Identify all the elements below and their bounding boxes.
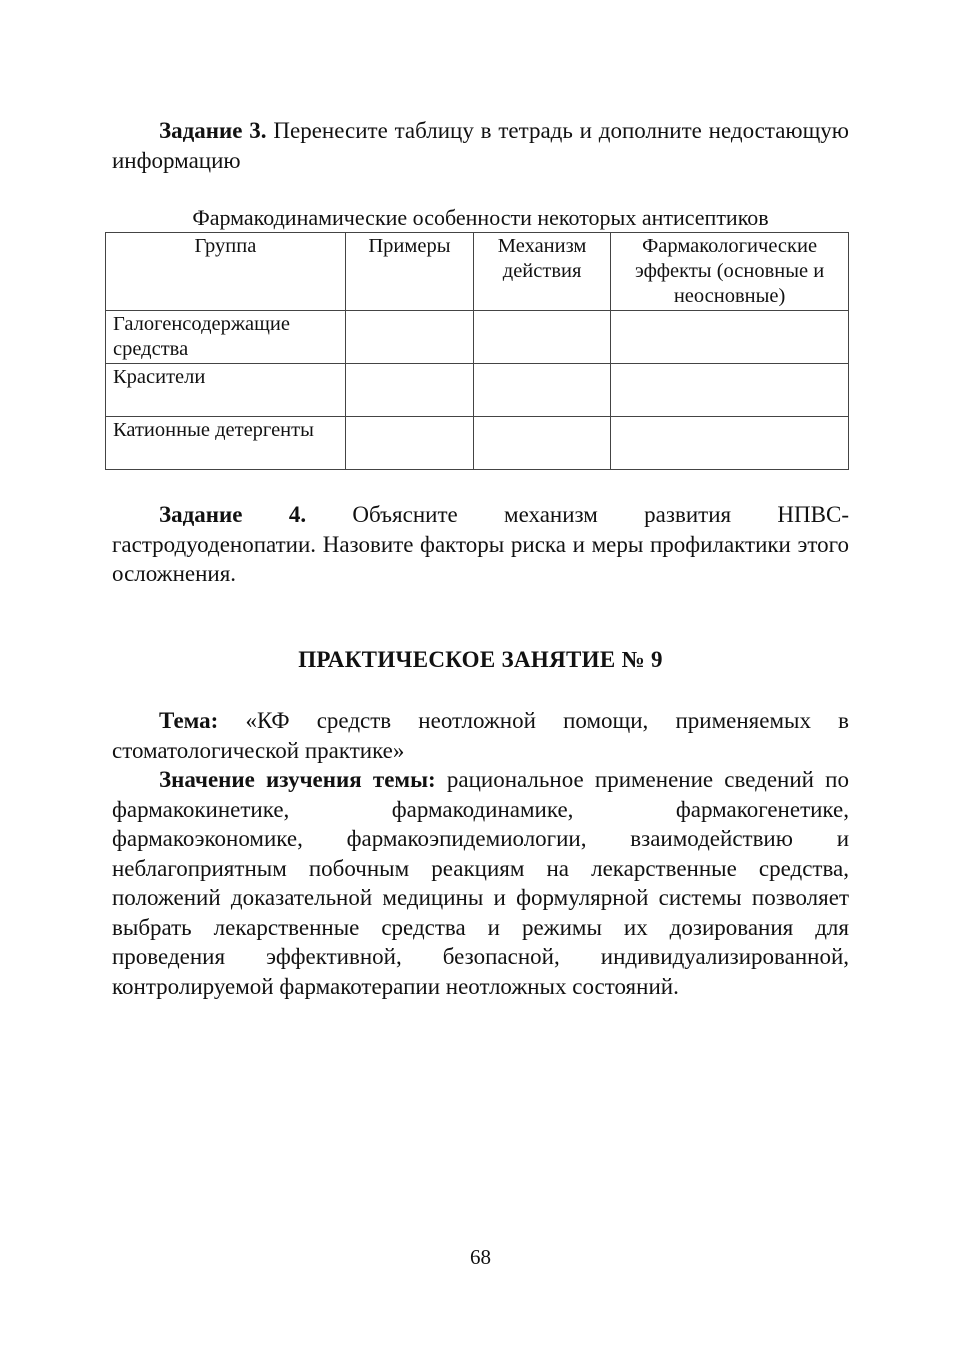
topic-text: «КФ средств неотложной помощи, применяемых в стоматологической практике»	[112, 708, 849, 763]
header-group: Группа	[106, 233, 346, 311]
cell-examples	[345, 364, 473, 417]
antiseptics-table	[105, 232, 849, 470]
page-number: 68	[470, 1245, 491, 1269]
cell-effects	[611, 364, 849, 417]
table-header-row	[106, 233, 849, 311]
cell-effects	[611, 417, 849, 470]
cell-mechanism	[474, 364, 611, 417]
cell-effects	[611, 311, 849, 364]
cell-examples	[345, 311, 473, 364]
table-row	[106, 364, 849, 417]
table-row	[106, 417, 849, 470]
cell-group: Красители	[106, 364, 346, 417]
topic-paragraph	[112, 706, 849, 765]
cell-group: Галогенсодержащие средства	[106, 311, 346, 364]
task-4-paragraph	[112, 500, 849, 589]
topic-label: Тема:	[159, 708, 219, 733]
lesson-heading: ПРАКТИЧЕСКОЕ ЗАНЯТИЕ № 9	[298, 647, 663, 672]
task-4-text: Объясните механизм развития НПВС-гастродуоденопатии. Назовите факторы риска и меры профилактики этого осложнения.	[112, 502, 849, 586]
header-effects: Фармакологические эффекты (основные и неосновные)	[611, 233, 849, 311]
task-3-paragraph	[112, 116, 849, 175]
header-examples: Примеры	[345, 233, 473, 311]
task-3-label: Задание 3.	[159, 118, 267, 143]
header-mechanism: Механизм действия	[474, 233, 611, 311]
table-row	[106, 311, 849, 364]
cell-mechanism	[474, 417, 611, 470]
cell-mechanism	[474, 311, 611, 364]
cell-examples	[345, 417, 473, 470]
document-page	[112, 0, 849, 1350]
task-3-text: Перенесите таблицу в тетрадь и дополните недостающую информацию	[112, 118, 849, 173]
value-paragraph	[112, 765, 849, 1001]
table-caption: Фармакодинамические особенности некоторых антисептиков	[192, 205, 769, 230]
value-text: рациональное применение сведений по фармакокинетике, фармакодинамике, фармакогенетике, фармакоэкономике, фармакоэпидемиологии, взаимодействию и неблагоприятным побочным реакциям на лекарственные средства, положений доказательной медицины и формулярной системы позволяет выбрать лекарственные средства и режимы их дозирования для проведения эффективной, безопасной, индивидуализированной, контролируемой фармакотерапии неотложных состояний.	[112, 767, 849, 999]
task-4-label: Задание 4.	[159, 502, 307, 527]
cell-group: Катионные детергенты	[106, 417, 346, 470]
value-label: Значение изучения темы:	[159, 767, 436, 792]
